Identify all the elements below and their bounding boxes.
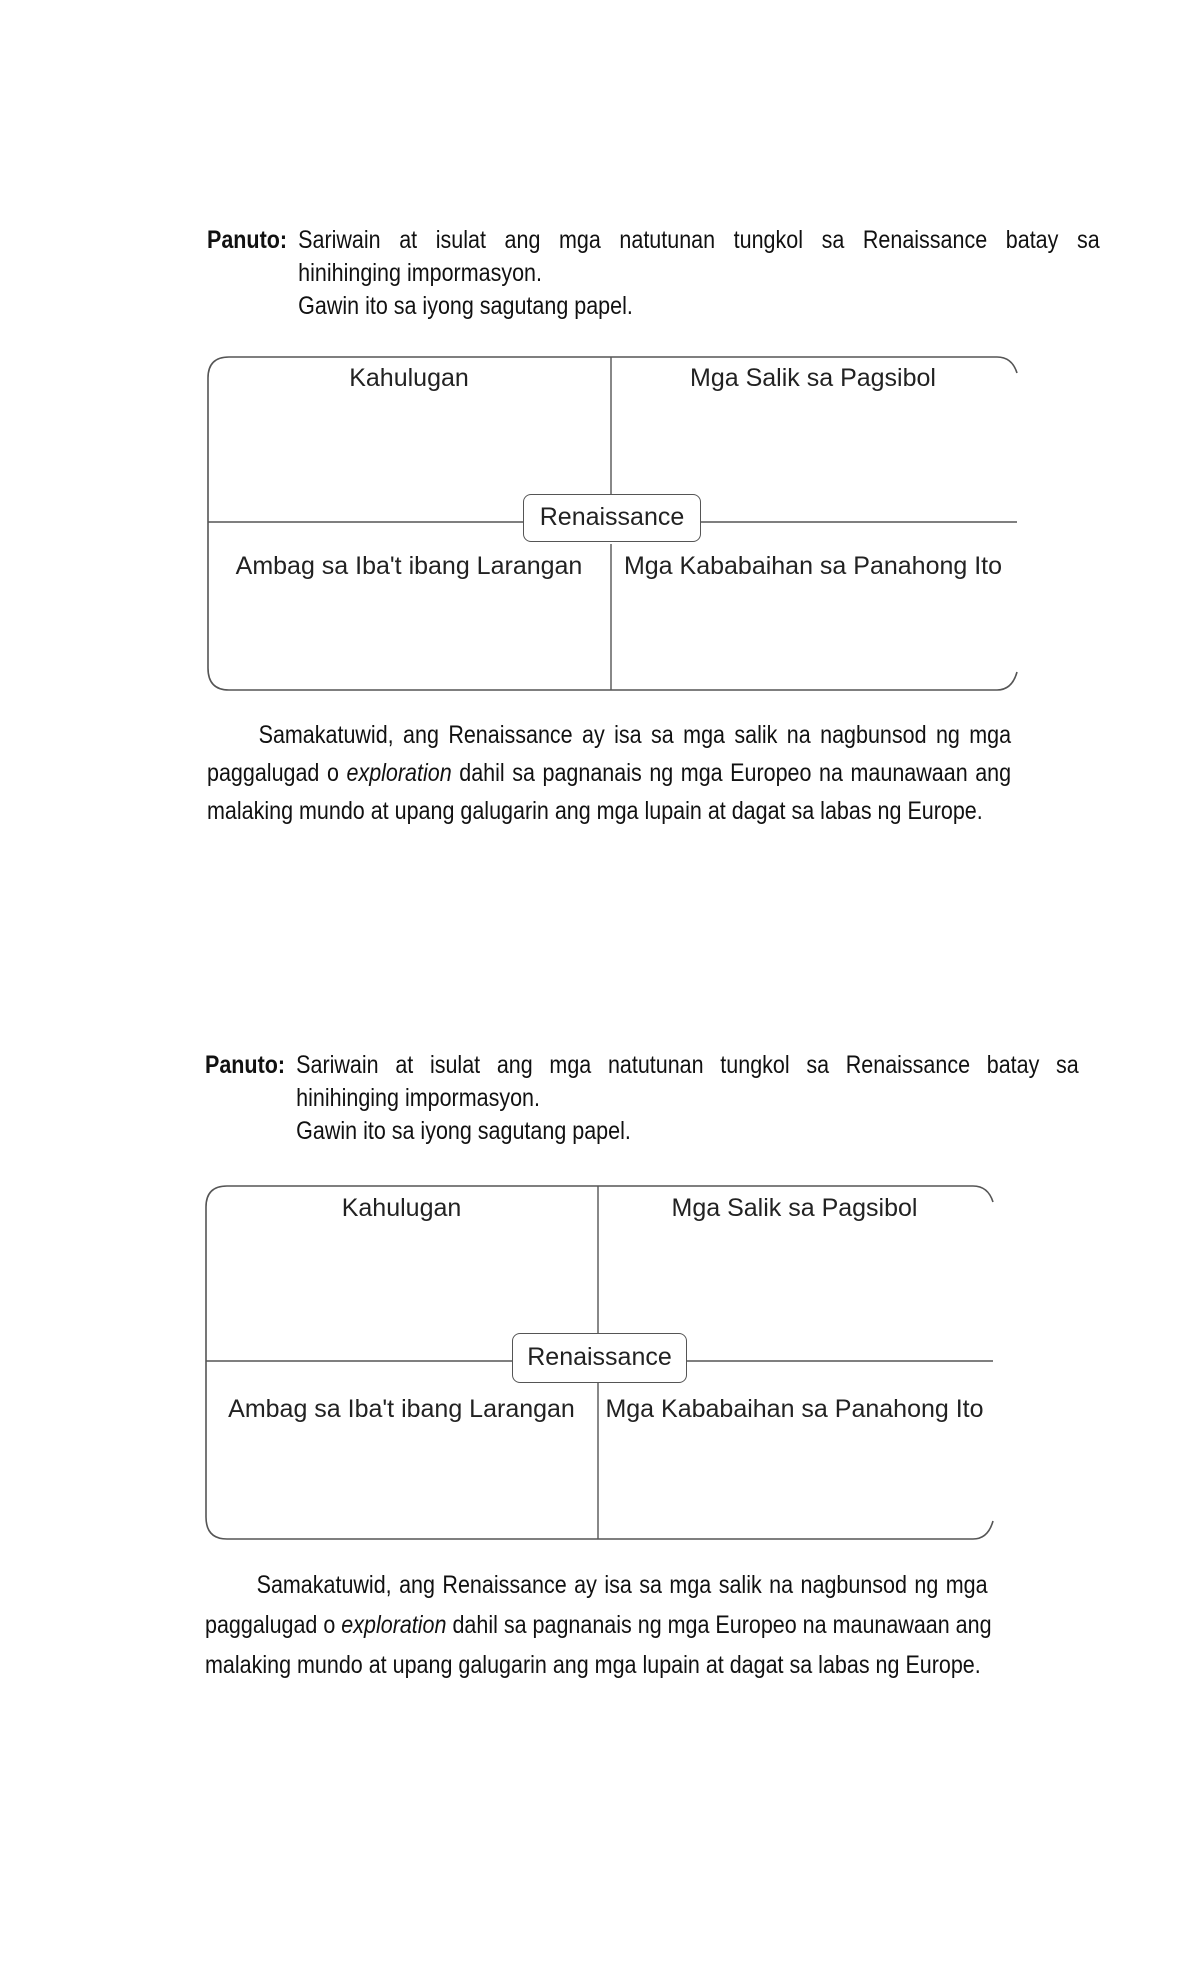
quadrant-top-right: Mga Salik sa Pagsibol (671, 1194, 918, 1222)
instruction-line-1: Sariwain at isulat ang mga natutunan tungkol sa Renaissance batay sa (296, 1051, 1079, 1079)
center-label-box (512, 1333, 687, 1383)
conclusion-line-2-part-a: paggalugad o (205, 1611, 342, 1639)
instruction-line-2: hinihinging impormasyon. (296, 1084, 540, 1112)
conclusion-line-1: Samakatuwid, ang Renaissance ay isa sa mga salik na nagbunsod ng mga (256, 1571, 988, 1599)
panuto-label: Panuto: (205, 1051, 286, 1079)
instruction-line-2: hinihinging impormasyon. (298, 259, 542, 287)
renaissance-chart (207, 356, 1017, 692)
conclusion-paragraph (207, 716, 1015, 836)
conclusion-line-2 (207, 754, 1011, 792)
conclusion-line-2-emphasis: exploration (341, 1611, 447, 1639)
center-label-box (523, 494, 701, 542)
conclusion-line-2-part-a: paggalugad o (207, 759, 347, 787)
quadrant-bottom-left: Ambag sa Iba't ibang Larangan (235, 552, 583, 580)
instructions-block (205, 1049, 1082, 1149)
conclusion-paragraph (205, 1566, 1005, 1696)
quadrant-top-left: Kahulugan (349, 364, 469, 392)
quadrant-bottom-right: Mga Kababaihan sa Panahong Ito (605, 1395, 984, 1423)
conclusion-line-3: malaking mundo at upang galugarin ang mga lupain at dagat sa labas ng Europe. (207, 797, 983, 825)
instruction-line-3: Gawin ito sa iyong sagutang papel. (298, 292, 633, 320)
instruction-line-3: Gawin ito sa iyong sagutang papel. (296, 1117, 631, 1145)
conclusion-line-2-part-b: dahil sa pagnanais ng mga Europeo na maunawaan ang (446, 1611, 992, 1639)
center-label: Renaissance (539, 503, 685, 531)
instructions-block (207, 224, 1101, 324)
renaissance-chart (205, 1185, 993, 1541)
quadrant-top-right: Mga Salik sa Pagsibol (690, 364, 936, 392)
quadrant-top-left: Kahulugan (341, 1194, 462, 1222)
conclusion-line-2 (205, 1606, 992, 1644)
instruction-line-1: Sariwain at isulat ang mga natutunan tungkol sa Renaissance batay sa (298, 226, 1100, 254)
conclusion-line-1: Samakatuwid, ang Renaissance ay isa sa mga salik na nagbunsod ng mga (258, 721, 1012, 749)
center-label: Renaissance (527, 1343, 672, 1371)
panuto-label: Panuto: (207, 226, 288, 254)
conclusion-line-2-part-b: dahil sa pagnanais ng mga Europeo na maunawaan ang (451, 759, 1012, 787)
conclusion-line-3: malaking mundo at upang galugarin ang mga lupain at dagat sa labas ng Europe. (205, 1651, 981, 1679)
conclusion-line-2-emphasis: exploration (346, 759, 452, 787)
quadrant-bottom-right: Mga Kababaihan sa Panahong Ito (623, 552, 1003, 580)
quadrant-bottom-left: Ambag sa Iba't ibang Larangan (228, 1395, 575, 1423)
